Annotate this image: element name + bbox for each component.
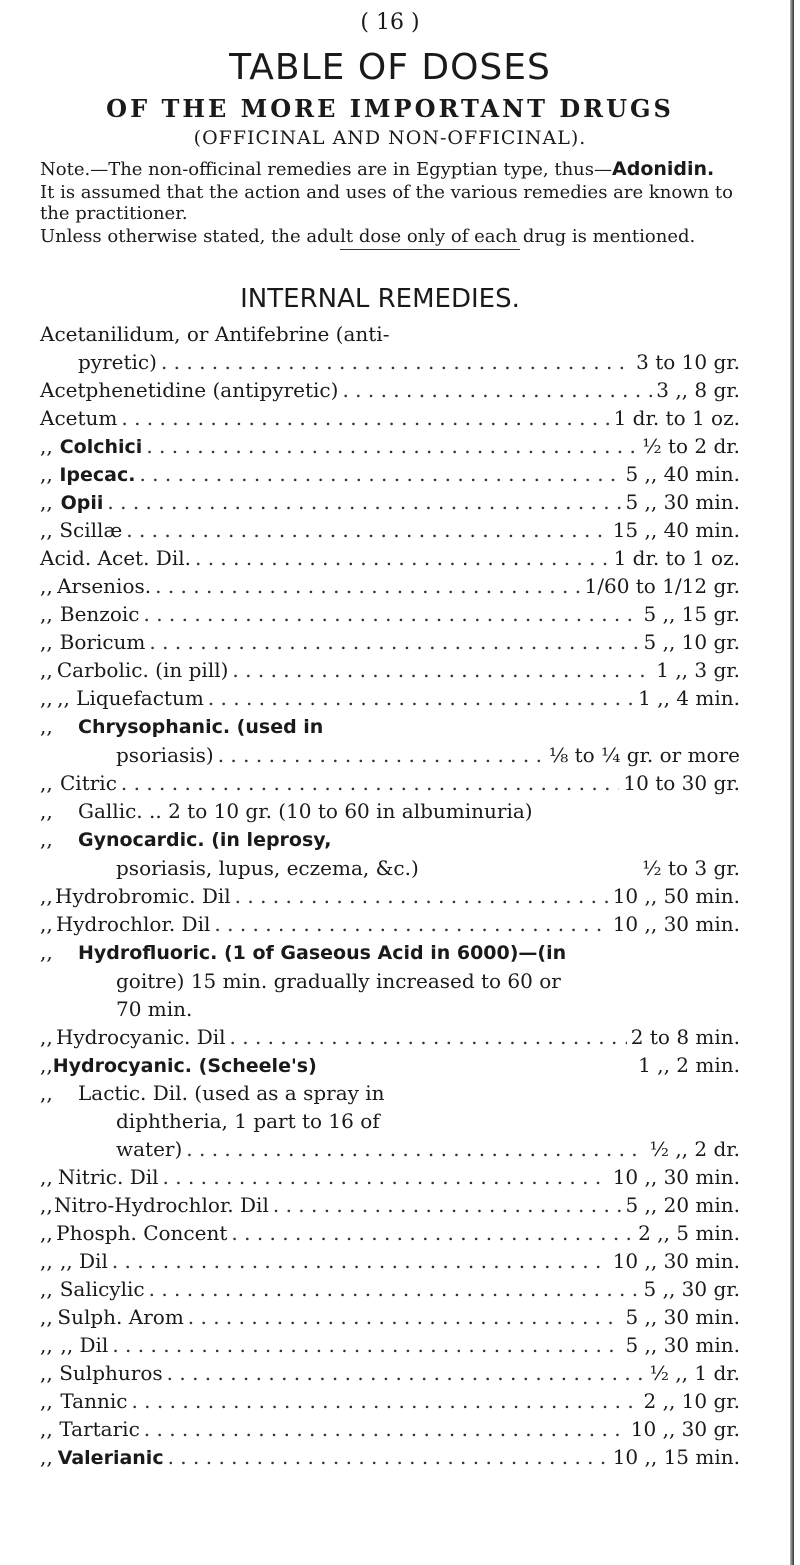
list-item: ,, Boricum . . . 5 ,, 10 gr. xyxy=(40,628,740,656)
list-item: ,, Sulphuros . . . ½ ,, 1 dr. xyxy=(40,1359,740,1387)
list-item: ,, Opii . . . 5 ,, 30 min. xyxy=(40,488,740,516)
list-item: ,, Gallic. .. 2 to 10 gr. (10 to 60 in albuminuria) xyxy=(40,799,533,823)
note-assumed: It is assumed that the action and uses of the various remedies are known to the practitioner. xyxy=(40,182,733,224)
list-item: Acetphenetidine (antipyretic) . . . 3 ,, 8 gr. xyxy=(40,376,740,404)
list-item: ,, Salicylic . . . 5 ,, 30 gr. xyxy=(40,1275,740,1303)
page-subtitle: OF THE MORE IMPORTANT DRUGS xyxy=(106,94,674,123)
list-item: ,, Tannic . . . 2 ,, 10 gr. xyxy=(40,1387,740,1415)
list-item: ,, Arsenios. . . . 1/60 to 1/12 gr. xyxy=(40,572,740,600)
divider-rule xyxy=(340,249,520,250)
page-edge-border xyxy=(790,0,794,1565)
page-title: TABLE OF DOSES xyxy=(229,47,551,88)
note-adult-dose: Unless otherwise stated, the adult dose only of each drug is mentioned. xyxy=(40,226,696,247)
list-item: ,, ,, Liquefactum . . . 1 ,, 4 min. xyxy=(40,684,740,712)
list-item: ,, Phosph. Concent . . . 2 ,, 5 min. xyxy=(40,1219,740,1247)
list-item: ,, Colchici . . . ½ to 2 dr. xyxy=(40,432,740,460)
note-egyptian-type xyxy=(40,159,740,180)
list-item: water) . . . ½ ,, 2 dr. xyxy=(40,1135,740,1163)
section-heading: INTERNAL REMEDIES. xyxy=(240,284,520,314)
list-item: ,, Nitric. Dil . . . 10 ,, 30 min. xyxy=(40,1163,740,1191)
list-item-continued: goitre) 15 min. gradually increased to 60 or xyxy=(116,969,561,993)
page-number: ( 16 ) xyxy=(360,10,420,35)
list-item: pyretic) . . . 3 to 10 gr. xyxy=(40,348,740,376)
list-item: psoriasis) . . . ⅛ to ¼ gr. or more xyxy=(40,741,740,769)
list-item: ,, Hydrocyanic. (Scheele's) 1 ,, 2 min. xyxy=(40,1053,740,1077)
list-item-continued: 70 min. xyxy=(116,997,193,1021)
note-text: Note.—The non-officinal remedies are in Egyptian type, thus— xyxy=(40,159,613,180)
list-item: Acetanilidum, or Antifebrine (anti- xyxy=(40,322,390,346)
document-page xyxy=(40,10,740,1471)
list-item: ,, Hydrocyanic. Dil . . . 2 to 8 min. xyxy=(40,1023,740,1051)
list-item: ,, Valerianic . . . 10 ,, 15 min. xyxy=(40,1443,740,1471)
dose-list xyxy=(40,320,740,1471)
list-item-continued: diphtheria, 1 part to 16 of xyxy=(116,1109,380,1133)
list-item: ,, ,, Dil . . . 5 ,, 30 min. xyxy=(40,1331,740,1359)
list-item: ,, Tartaric . . . 10 ,, 30 gr. xyxy=(40,1415,740,1443)
list-item: ,, Sulph. Arom . . . 5 ,, 30 min. xyxy=(40,1303,740,1331)
list-item: ,, Ipecac. . . . 5 ,, 40 min. xyxy=(40,460,740,488)
list-item: ,, Carbolic. (in pill) . . . 1 ,, 3 gr. xyxy=(40,656,740,684)
list-item: ,, Hydrofluoric. (1 of Gaseous Acid in 6000)—(in xyxy=(40,940,567,964)
list-item: ,, Gynocardic. (in leprosy, xyxy=(40,827,332,851)
list-item: ,, Hydrochlor. Dil . . . 10 ,, 30 min. xyxy=(40,910,740,938)
list-item: ,, Nitro-Hydrochlor. Dil . . . 5 ,, 20 min. xyxy=(40,1191,740,1219)
list-item: ,, Scillæ . . . 15 ,, 40 min. xyxy=(40,516,740,544)
list-item: Acetum . . . 1 dr. to 1 oz. xyxy=(40,404,740,432)
list-item: ,, Hydrobromic. Dil . . . 10 ,, 50 min. xyxy=(40,882,740,910)
list-item: Acid. Acet. Dil. . . . 1 dr. to 1 oz. xyxy=(40,544,740,572)
list-item: psoriasis, lupus, eczema, &c.) ½ to 3 gr. xyxy=(116,856,740,880)
list-item: ,, Citric . . . 10 to 30 gr. xyxy=(40,769,740,797)
list-item: ,, ,, Dil . . . 10 ,, 30 min. xyxy=(40,1247,740,1275)
list-item: ,, Lactic. Dil. (used as a spray in xyxy=(40,1081,385,1105)
list-item: ,, Benzoic . . . 5 ,, 15 gr. xyxy=(40,600,740,628)
note-example: Adonidin. xyxy=(612,158,715,180)
page-subtitle-officinal: (OFFICINAL AND NON-OFFICINAL). xyxy=(193,127,587,149)
list-item: ,, Chrysophanic. (used in xyxy=(40,714,324,738)
